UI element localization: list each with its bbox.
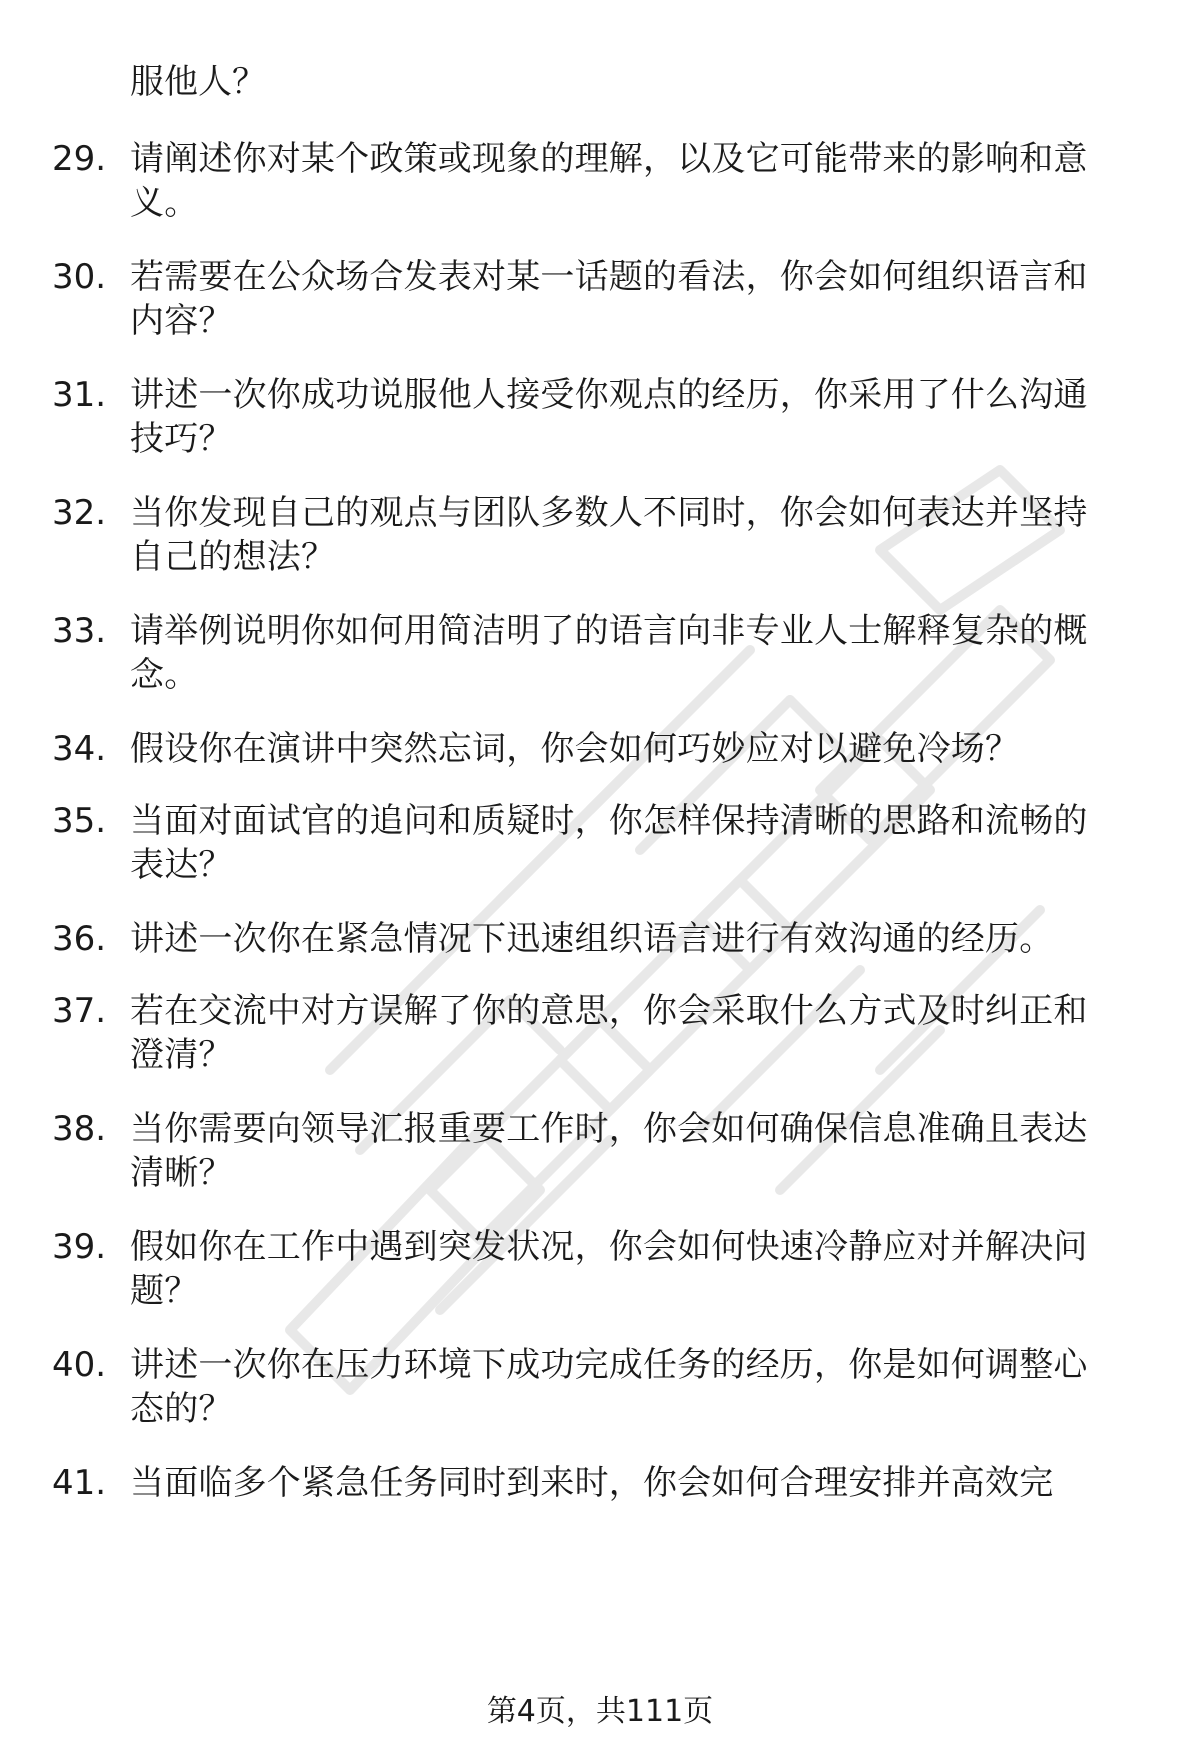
question-line: 假如你在工作中遇到突发状况，你会如何快速冷静应对并解决问	[130, 1227, 1088, 1267]
question-number: 31.	[52, 375, 107, 415]
question-number: 33.	[52, 611, 107, 651]
question-line: 内容？	[130, 301, 233, 341]
question-line: 清晰？	[130, 1153, 233, 1193]
question-line: 表达？	[130, 845, 233, 885]
question-line: 若在交流中对方误解了你的意思，你会采取什么方式及时纠正和	[130, 991, 1088, 1031]
question-line: 题？	[130, 1271, 199, 1311]
question-number: 34.	[52, 729, 107, 769]
question-line: 当你需要向领导汇报重要工作时，你会如何确保信息准确且表达	[130, 1109, 1088, 1149]
question-line: 若需要在公众场合发表对某一话题的看法，你会如何组织语言和	[130, 257, 1088, 297]
question-line: 念。	[130, 655, 199, 695]
question-line: 讲述一次你成功说服他人接受你观点的经历，你采用了什么沟通	[130, 375, 1088, 415]
question-number: 40.	[52, 1345, 107, 1385]
previous-question-continuation: 服他人？	[130, 62, 266, 102]
question-number: 36.	[52, 919, 107, 959]
question-line: 讲述一次你在压力环境下成功完成任务的经历，你是如何调整心	[130, 1345, 1088, 1385]
question-line: 请举例说明你如何用简洁明了的语言向非专业人士解释复杂的概	[130, 611, 1088, 651]
question-line: 自己的想法？	[130, 537, 336, 577]
question-line: 态的？	[130, 1389, 233, 1429]
question-line: 义。	[130, 183, 199, 223]
question-line: 当面临多个紧急任务同时到来时，你会如何合理安排并高效完	[130, 1463, 1054, 1503]
question-line: 讲述一次你在紧急情况下迅速组织语言进行有效沟通的经历。	[130, 919, 1054, 959]
question-number: 38.	[52, 1109, 107, 1149]
question-number: 29.	[52, 139, 107, 179]
question-line: 当你发现自己的观点与团队多数人不同时，你会如何表达并坚持	[130, 493, 1088, 533]
question-number: 41.	[52, 1463, 107, 1503]
question-number: 35.	[52, 801, 107, 841]
question-number: 37.	[52, 991, 107, 1031]
question-number: 39.	[52, 1227, 107, 1267]
question-number: 30.	[52, 257, 107, 297]
question-line: 当面对面试官的追问和质疑时，你怎样保持清晰的思路和流畅的	[130, 801, 1088, 841]
question-number: 32.	[52, 493, 107, 533]
question-line: 请阐述你对某个政策或现象的理解，以及它可能带来的影响和意	[130, 139, 1088, 179]
question-line: 假设你在演讲中突然忘词，你会如何巧妙应对以避免冷场？	[130, 729, 1020, 769]
question-line: 技巧？	[130, 419, 233, 459]
page-number-footer: 第4页，共111页	[486, 1694, 714, 1729]
question-line: 澄清？	[130, 1035, 233, 1075]
